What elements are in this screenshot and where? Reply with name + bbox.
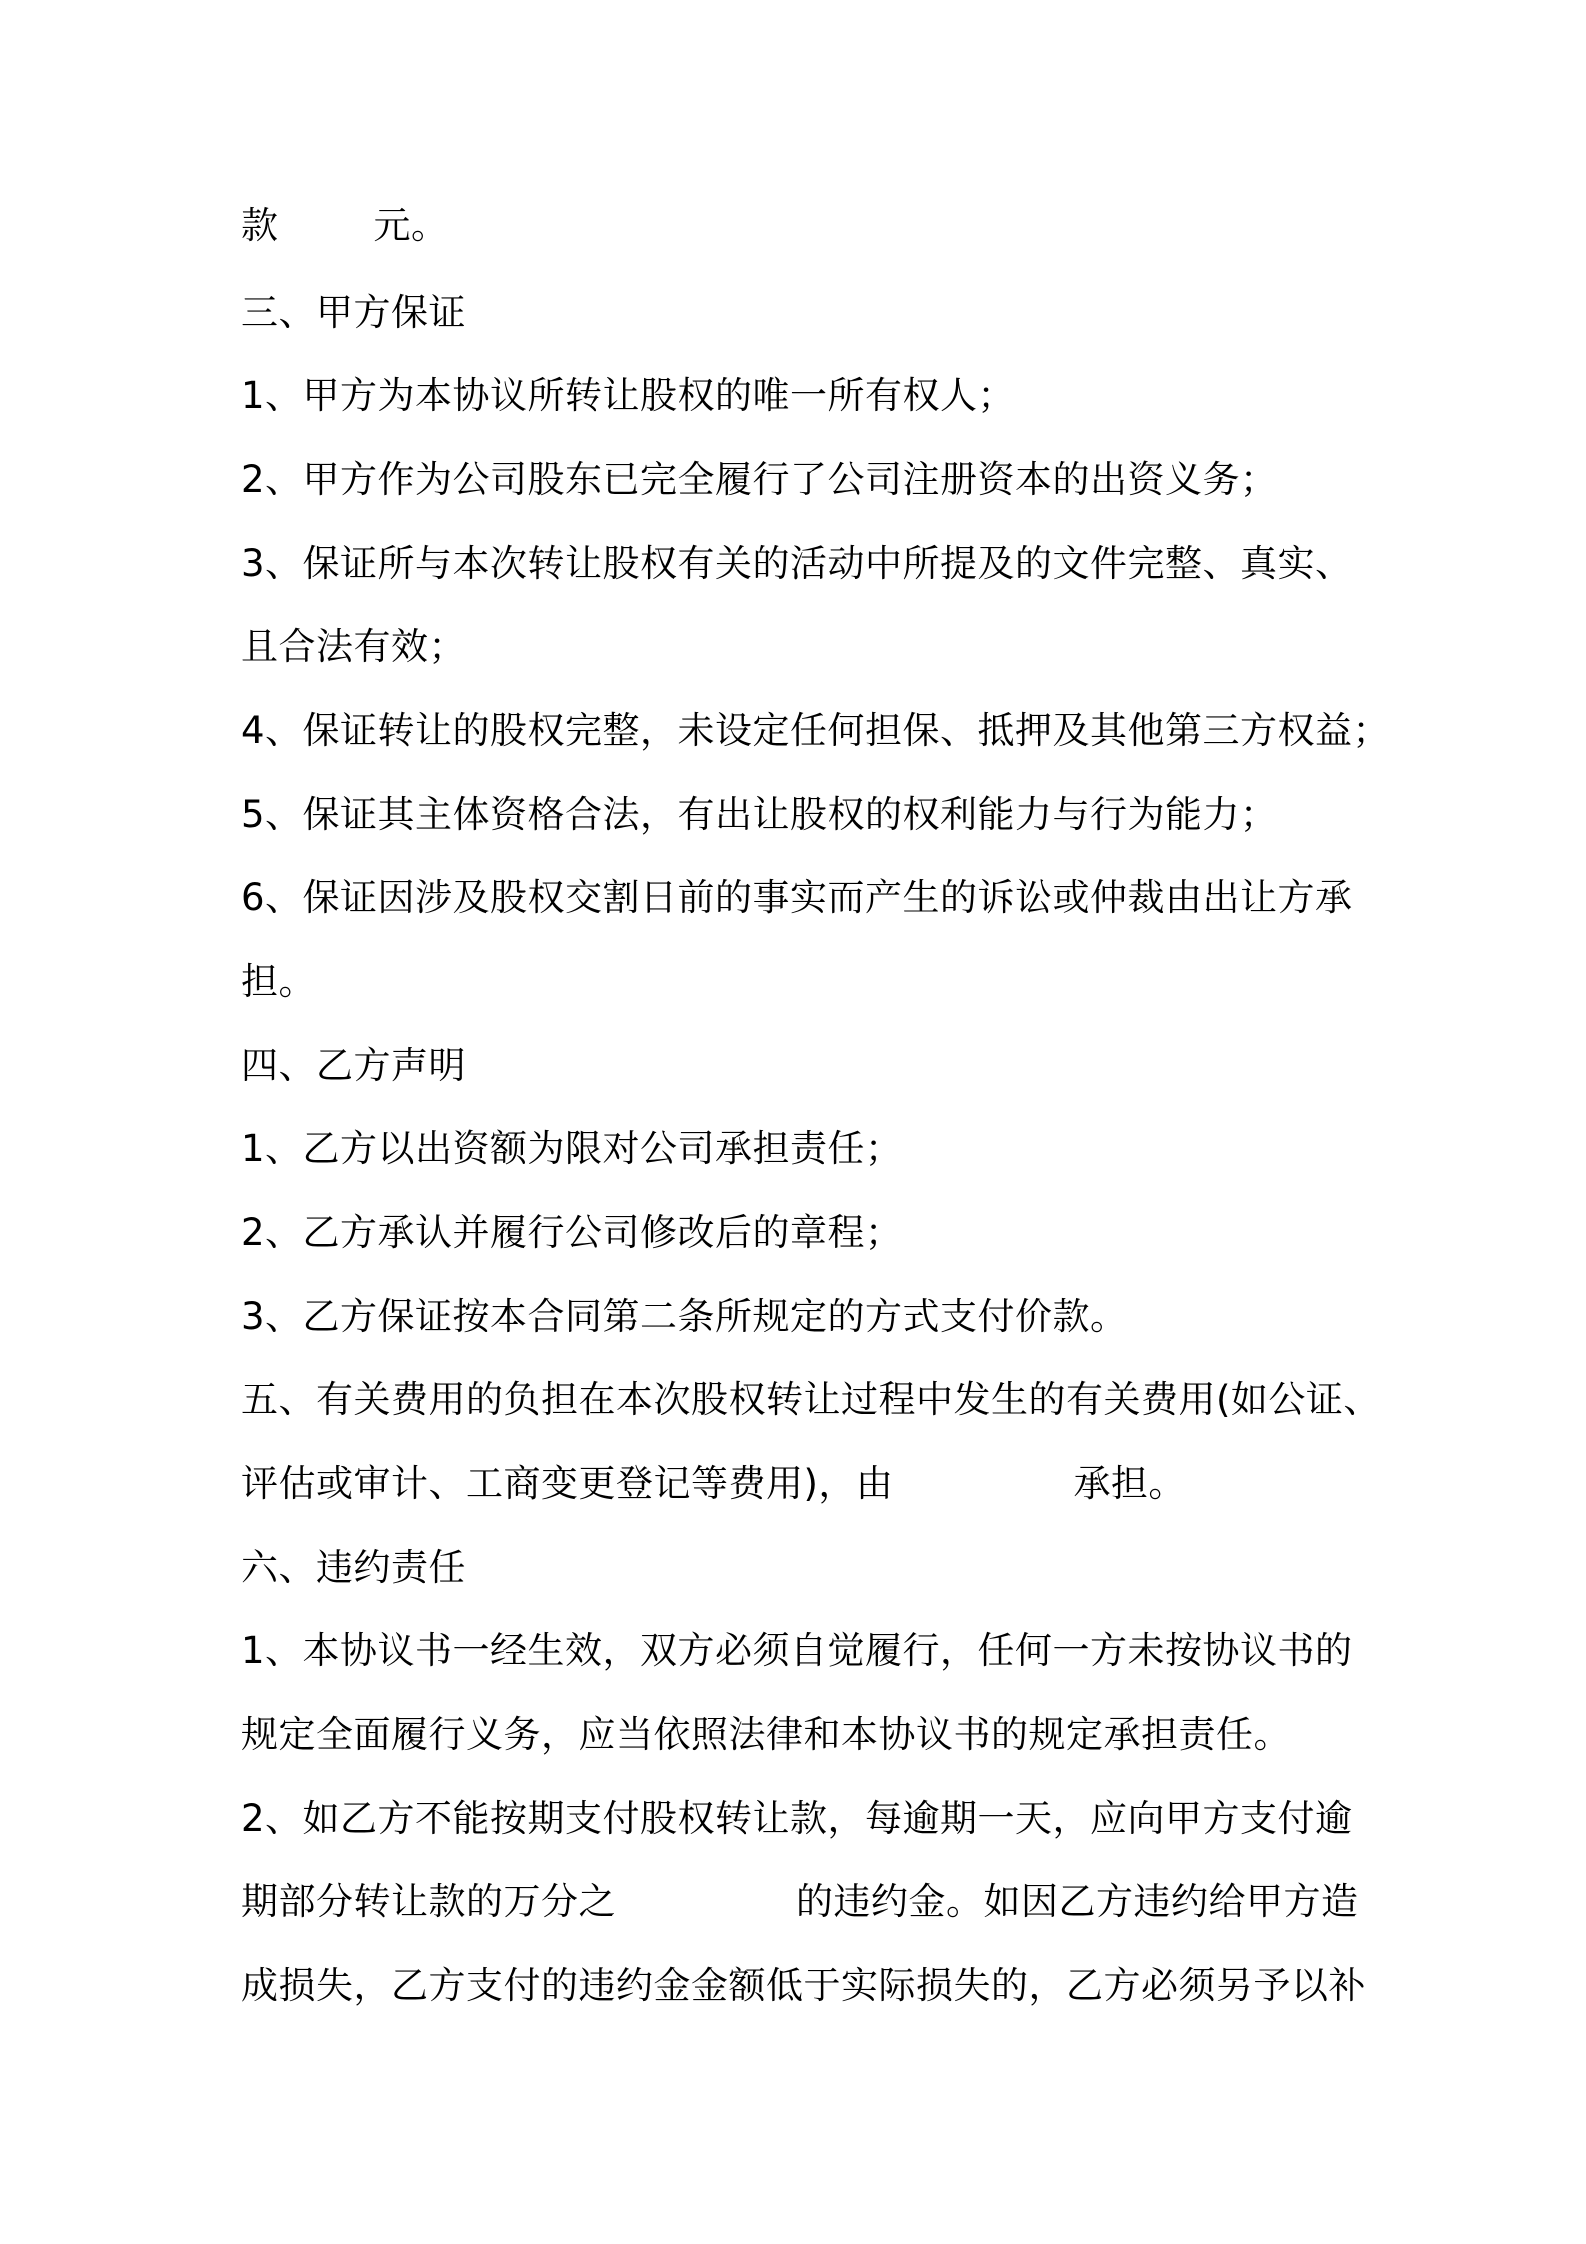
text-segment: 期部分转让款的万分之 (241, 1880, 616, 1923)
text-line-5: 3、保证所与本次转让股权有关的活动中所提及的文件完整、真实、 (241, 542, 1353, 585)
text-segment: 承担。 (1073, 1462, 1186, 1505)
section-heading-6: 六、违约责任 (241, 1546, 466, 1589)
text-segment: 款 (241, 204, 279, 247)
text-segment: 元。 (373, 204, 449, 247)
text-line-3: 1、甲方为本协议所转让股权的唯一所有权人； (241, 374, 1016, 417)
section-heading-4: 四、乙方声明 (241, 1044, 466, 1087)
text-line-7: 4、保证转让的股权完整，未设定任何担保、抵押及其他第三方权益； (241, 709, 1391, 752)
text-line-6: 且合法有效； (241, 625, 466, 668)
text-line-14: 3、乙方保证按本合同第二条所规定的方式支付价款。 (241, 1295, 1128, 1338)
text-segment: 评估或审计、工商变更登记等费用)，由 (241, 1462, 894, 1505)
text-line-22: 成损失，乙方支付的违约金金额低于实际损失的，乙方必须另予以补 (241, 1964, 1366, 2007)
text-line-20: 2、如乙方不能按期支付股权转让款，每逾期一天，应向甲方支付逾 (241, 1797, 1353, 1840)
text-line-21 (241, 1876, 1371, 1928)
section-heading-5: 五、有关费用的负担在本次股权转让过程中发生的有关费用(如公证、 (241, 1378, 1381, 1421)
text-line-12: 1、乙方以出资额为限对公司承担责任； (241, 1127, 903, 1170)
text-line-10: 担。 (241, 960, 316, 1003)
text-line-4: 2、甲方作为公司股东已完全履行了公司注册资本的出资义务； (241, 458, 1278, 501)
text-line-18: 1、本协议书一经生效，双方必须自觉履行，任何一方未按协议书的 (241, 1629, 1353, 1672)
text-line-16 (241, 1458, 1371, 1510)
text-line-19: 规定全面履行义务，应当依照法律和本协议书的规定承担责任。 (241, 1713, 1291, 1756)
text-line-8: 5、保证其主体资格合法，有出让股权的权利能力与行为能力； (241, 793, 1278, 836)
text-line-9: 6、保证因涉及股权交割日前的事实而产生的诉讼或仲裁由出让方承 (241, 876, 1353, 919)
text-line-1 (241, 200, 1371, 252)
text-line-13: 2、乙方承认并履行公司修改后的章程； (241, 1211, 903, 1254)
text-segment: 的违约金。如因乙方违约给甲方造 (796, 1880, 1359, 1923)
section-heading-3: 三、甲方保证 (241, 291, 466, 334)
